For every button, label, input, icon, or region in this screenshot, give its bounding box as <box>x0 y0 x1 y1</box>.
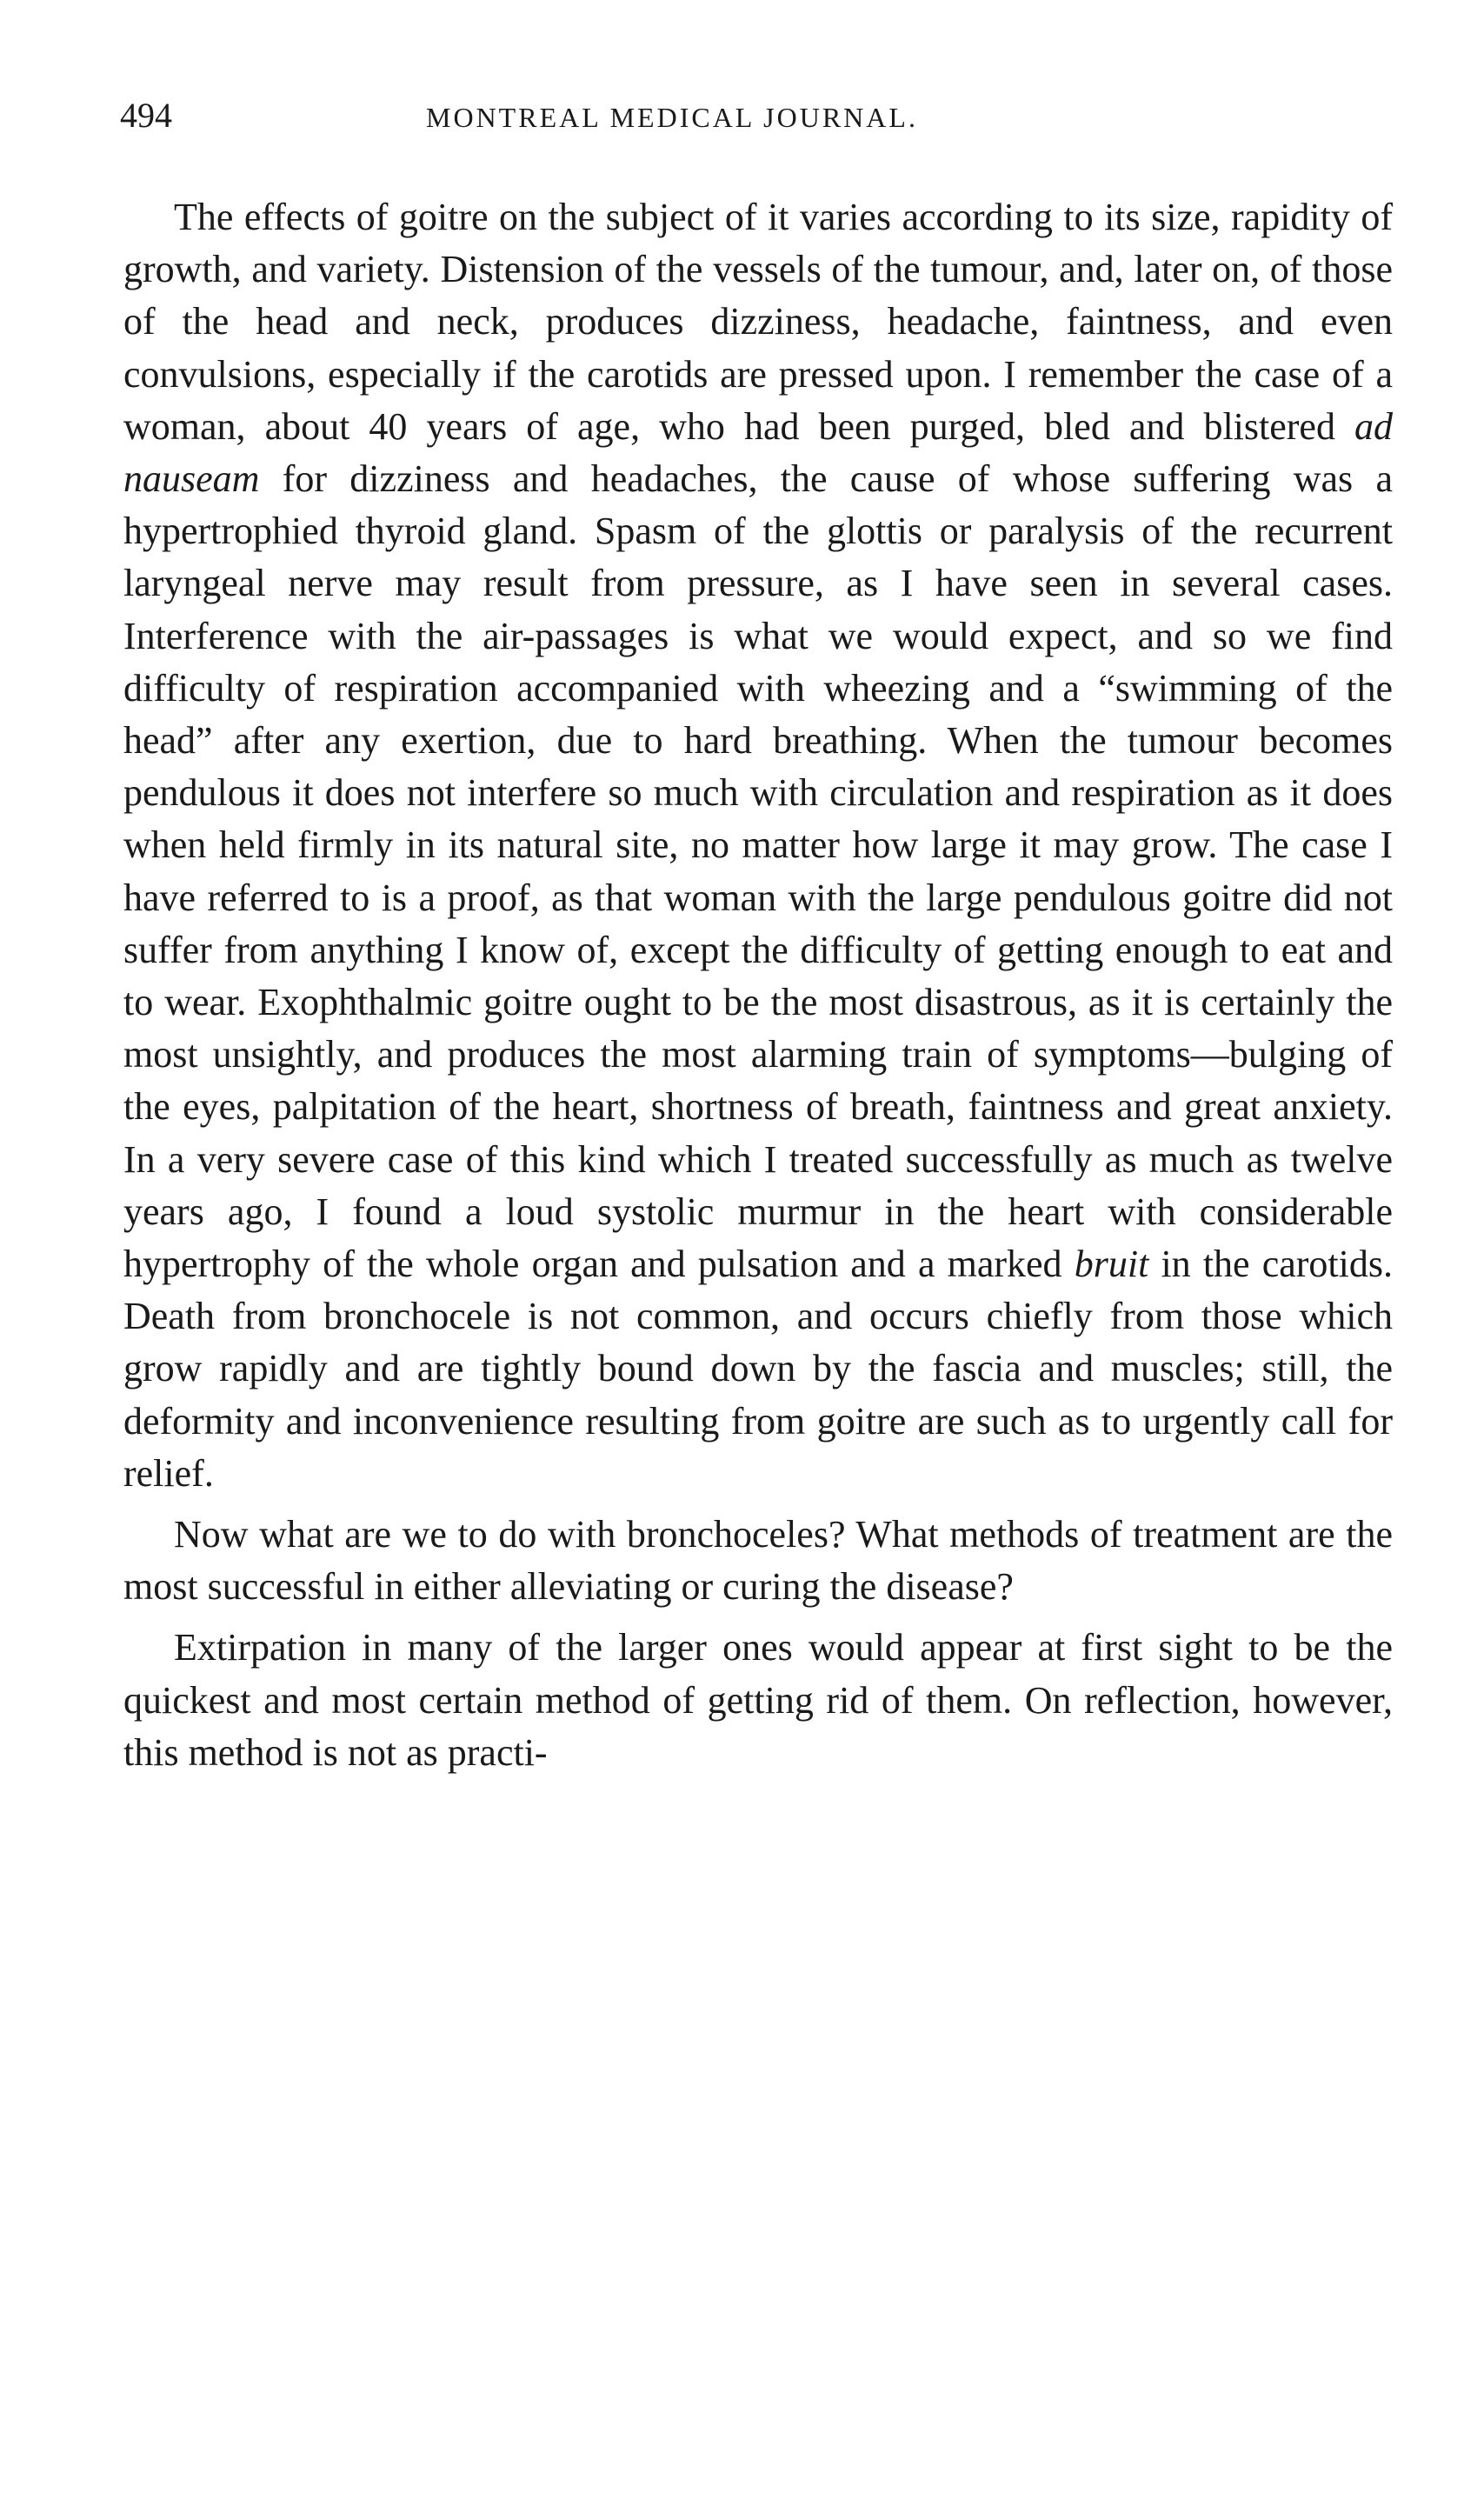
body-text <box>123 191 1393 1788</box>
italic-phrase: bruit <box>1074 1243 1149 1286</box>
paragraph-text: The effects of goitre on the subject of it varies according to its size, rapidity of growth, and variety. Distension of the vessels of the tumour, and, later on, of those of the head and neck, produces dizziness, headache, faintness, and even convulsions, especially if the carotids are pressed upon. I remember the case of a woman, about 40 years of age, who had been purged, bled and blistered <box>123 196 1393 448</box>
italic-phrase: ad nauseam <box>123 404 1393 501</box>
page-number: 494 <box>120 96 172 135</box>
running-head: MONTREAL MEDICAL JOURNAL. <box>426 102 918 133</box>
paragraph-goitre-effects <box>123 191 1393 1500</box>
paragraph-treatment-question: Now what are we to do with bronchoceles? What methods of treatment are the most successful in either alleviating or curing the disease? <box>123 1513 1393 1609</box>
paragraph-extirpation: Extirpation in many of the larger ones would appear at first sight to be the quickest and most certain method of getting rid of them. On reflection, however, this method is not as practi- <box>123 1626 1393 1774</box>
paragraph-text: for dizziness and headaches, the cause of whose suffering was a hypertrophied thyroid gland. Spasm of the glottis or paralysis of the recurrent laryngeal nerve may result from pressure, as I have seen in several cases. Interference with the air-passages is what we would expect, and so we find difficulty of respiration accompanied with wheezing and a “swimming of the head” after any exertion, due to hard breathing. When the tumour becomes pendulous it does not interfere so much with circulation and respiration as it does when held firmly in its natural site, no matter how large it may grow. The case I have referred to is a proof, as that woman with the large pendulous goitre did not suffer from anything I know of, except the difficulty of getting enough to eat and to wear. Exophthalmic goitre ought to be the most disastrous, as it is certainly the most unsightly, and produces the most alarming train of symptoms—bulging of the eyes, palpitation of the heart, shortness of breath, faintness and great anxiety. In a very severe case of this kind which I treated successfully as much as twelve years ago, I found a loud systolic murmur in the heart with considerable hypertrophy of the whole organ and pulsation and a marked <box>123 457 1393 1286</box>
paragraph-text: in the carotids. Death from bronchocele is not common, and occurs chiefly from those which grow rapidly and are tightly bound down by the fascia and muscles; still, the deformity and inconvenience resulting from goitre are such as to urgently call for relief. <box>123 1243 1394 1495</box>
